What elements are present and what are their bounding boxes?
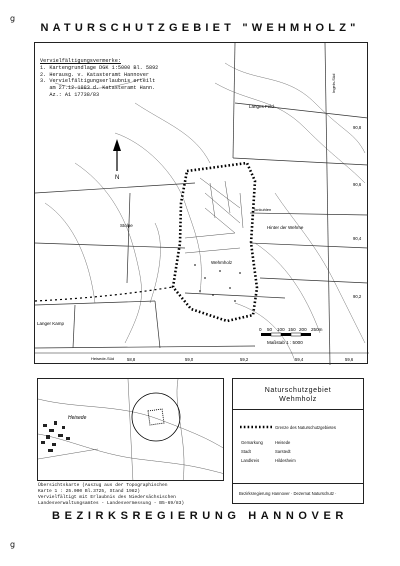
legend-boundary-label: Grenze des Naturschutzgebietes [275, 425, 336, 430]
overview-caption-line-3: Vervielfältigt mit Erlaubnis des Niedersächsischen [38, 495, 176, 500]
label-langes-feld: Langes Feld [249, 104, 274, 109]
notes-line-2: 2. Herausg. v. Katasteramt Hannover [40, 71, 149, 78]
grid-label-bottom-5: 59,6 [345, 357, 354, 362]
legend-value-gemarkung: Heisede [275, 440, 291, 445]
grid-label-bottom-3: 59,2 [240, 357, 249, 362]
reproduction-notes [40, 58, 230, 99]
overview-caption [38, 483, 224, 507]
legend-title-line-2: Wehmholz [279, 396, 317, 403]
overview-caption-line-4: Landesverwaltungsamtes - Landesvermessung - B5-69/83) [38, 501, 185, 506]
grid-label-right-2: 90,6 [353, 182, 362, 187]
scale-bar [259, 327, 323, 345]
legend-issuer: Bezirksregierung Hannover · Dezernat Naturschutz · [239, 491, 337, 496]
edge-mark-bottom: g [10, 540, 16, 549]
label-stolpe: Stolpe [120, 223, 133, 228]
north-arrow-icon [113, 139, 121, 171]
scale-tick-50: 50 [267, 327, 273, 332]
settlement-blocks [41, 421, 70, 452]
legend-box [232, 378, 364, 504]
page-title: NATURSCHUTZGEBIET "WEHMHOLZ" [40, 22, 360, 34]
contour-lines [45, 63, 365, 361]
page-footer: BEZIRKSREGIERUNG HANNOVER [52, 510, 348, 522]
notes-line-1: 1. Kartengrundlage DGK 1:5000 Bl. 5892 [40, 64, 159, 71]
boundary-symbol-icon [239, 424, 273, 430]
reserve-boundary[interactable] [173, 163, 257, 321]
overview-caption-line-2: Karte 1 : 25.000 Bl.3725, Stand 1982) [38, 489, 140, 494]
scale-tick-0: 0 [259, 327, 262, 332]
overview-reserve-outline [148, 409, 164, 425]
edge-mark-top: g [10, 14, 16, 23]
overview-map-drawing [38, 379, 224, 481]
hedge-line [35, 287, 173, 301]
grid-label-right-4: 90,2 [353, 294, 362, 299]
label-heisede-sued: Heisede-Süd [91, 356, 115, 361]
label-wehmholz: Wehmholz [211, 260, 233, 265]
overview-location-circle [132, 393, 180, 441]
legend-key-gemarkung: Gemarkung [241, 440, 263, 445]
label-langer-kamp: Langer Kamp [37, 321, 65, 326]
scale-tick-150: 150 [288, 327, 296, 332]
grid-label-bottom-4: 59,4 [295, 357, 304, 362]
legend-title-line-1: Naturschutzgebiet [264, 387, 332, 394]
grid-label-right-3: 90,4 [353, 236, 362, 241]
scale-tick-100: 100 [277, 327, 285, 332]
label-ingeln-sued: Ingeln-Süd [331, 73, 336, 93]
scale-tick-250m: 250m [311, 327, 323, 332]
notes-line-3: 3. Vervielfältigungserlaubnis erteilt [40, 78, 156, 85]
overview-caption-line-1: Übersichtskarte (Auszug aus der Topographischen [38, 483, 168, 488]
label-tonkuhlen: Tonkuhlen [253, 207, 272, 212]
notes-line-5: Az.: A1 17738/83 [40, 91, 100, 98]
legend-key-stadt: Stadt [241, 449, 251, 454]
grid-label-bottom-1: 58,8 [127, 357, 136, 362]
legend-value-stadt: Sarstedt [275, 449, 291, 454]
overview-map[interactable] [37, 378, 224, 481]
grid-label-right-1: 90,8 [353, 125, 362, 130]
label-hinter-der-wehme: Hinter der Wehme [267, 225, 304, 230]
forest-hatching [185, 178, 243, 253]
north-label: N [115, 175, 120, 181]
scale-label: Maßstab 1 : 5000 [267, 340, 303, 345]
legend-value-landkreis: Hildesheim [275, 458, 296, 463]
notes-heading: Vervielfältigungsvermerke: [40, 58, 121, 64]
overview-place-label: Heisede [68, 415, 87, 421]
grid-label-bottom-2: 59,0 [185, 357, 194, 362]
legend-key-landkreis: Landkreis [241, 458, 260, 463]
notes-line-4: am 27.12.1983 d. Katasteramt Hann. [40, 85, 156, 92]
scale-tick-200: 200 [299, 327, 307, 332]
